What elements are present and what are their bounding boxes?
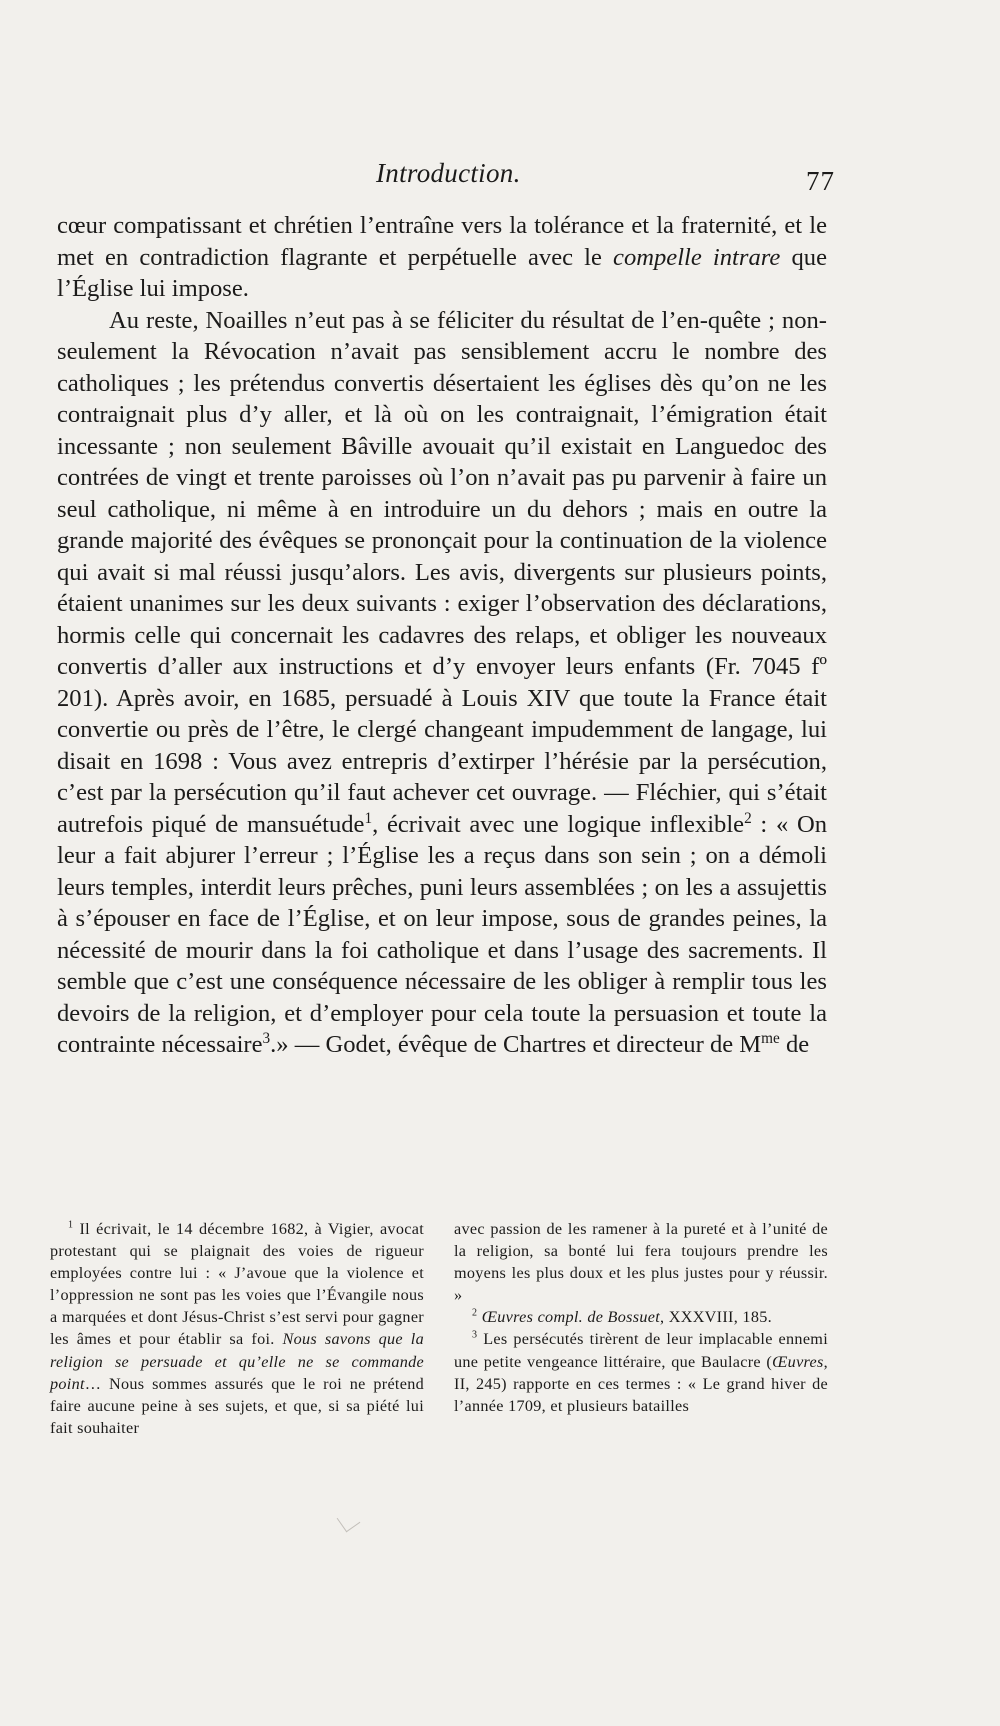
page-number: 77 [806,166,835,196]
text-run: Au reste, Noailles n’eut pas à se féliciter du résultat de l’en-quête ; non-seulement la Révocation n’avait pas sensiblement accru le nombre des catholiques ; les prétendus convertis désertaient les églises dès qu’on ne les contraignait plus d’y aller, et là où on les contraignait, l’émigration était incessante ; non seulement Bâville avouait qu’il existait en Languedoc des contrées de vingt et trente paroisses où l’on n’avait pas pu parvenir à faire un seul catholique, ni même à en introduire un du dehors ; mais en outre la grande majorité des évêques se prononçait pour la continuation de la violence qui avait si mal réussi jusqu’alors. Les avis, divergents sur plusieurs points, étaient unanimes sur les deux suivants : exiger l’observation des déclarations, hormis celle qui concernait les cadavres des relaps, et obliger les nouveaux convertis d’aller aux instructions et d’y envoyer leurs enfants (Fr. 7045 fº 201). Après avoir, en 1685, persuadé à Louis XIV que toute la France était convertie ou près de l’être, le clergé changeant impudemment de langage, lui disait en 1698 : Vous avez entrepris d’extirper l’hérésie par la persécution, c’est par la persécution qu’il faut achever cet ouvrage. — Fléchier, qui s’était autrefois piqué de mansuétude [57,306,827,838]
text-run: de [779,1031,810,1058]
footnote-ref: 3 [262,1029,271,1047]
footnote-2 [454,1306,828,1328]
footnote-number: 1 [68,1219,74,1231]
paragraph [57,305,827,1061]
paragraph [57,210,827,305]
footnote-ref: 1 [364,809,373,827]
text-run: … Nous sommes assurés que le roi ne prétend faire aucune peine à ses sujets, et que, si sa piété lui fait souhaiter [50,1374,424,1437]
footnote-column-right [454,1218,828,1439]
title-abbrev: me [761,1029,780,1047]
latin-phrase: compelle intrare [613,243,781,271]
text-run: .» — Godet, évêque de Chartres et directeur de M [270,1031,762,1058]
footnote-1-continued: avec passion de les ramener à la pureté et à l’unité de la religion, sa bonté lui fera toujours prendre les moyens les plus doux et les plus justes pour y réussir. » [454,1220,828,1305]
text-run: Les persécutés tirèrent de leur implacable ennemi une petite vengeance littéraire, que Baulacre ( [454,1330,828,1371]
text-run: , XXXVIII, 185. [660,1308,772,1327]
text-run: Il écrivait, le 14 décembre 1682, à Vigier, avocat protestant qui se plaignait des voies de rigueur employées contre lui : « J’avoue que la violence et l’oppression ne sont pas les voies que l’Évangile nous a marquées et dont Jésus-Christ s’est servi pour gagner les âmes et pour établir sa foi. [50,1220,424,1349]
text-run: : « On leur a fait abjurer l’erreur ; l’Église les a reçus dans son sein ; on a démoli leurs temples, interdit leurs prêches, puni leurs assemblées ; on les a assujettis à s’épouser en face de l’Église, et on leur impose, sous de grandes peines, la nécessité de mourir dans la foi catholique et dans l’usage des sacrements. Il semble que c’est une conséquence nécessaire de les obliger à remplir tous les devoirs de la religion, et d’employer pour cela toute la persuasion et toute la contrainte nécessaire [57,810,827,1058]
text-run: que l’Église lui impose. [57,243,827,302]
pencil-mark [337,1509,361,1533]
footnote-number: 2 [472,1307,478,1319]
footnote-3 [454,1328,828,1416]
footnote-1 [50,1218,424,1439]
book-title: Œuvres [772,1352,824,1371]
footnote-ref: 2 [744,809,752,827]
footnotes [50,1218,828,1439]
main-text [57,210,827,1061]
text-run: , écrivait avec une logique inflexible [372,810,745,838]
running-title: Introduction. [376,158,521,188]
quoted-italic: Nous savons que la religion se persuade et qu’elle ne se commande point [50,1330,424,1393]
footnote-column-left [50,1218,424,1439]
book-title: Œuvres compl. de Bossuet [481,1308,661,1327]
text-run: , II, 245) rapporte en ces termes : « Le grand hiver de l’année 1709, et plusieurs batailles [454,1352,828,1415]
footnote-number: 3 [472,1330,478,1342]
text-run: cœur compatissant et chrétien l’entraîne vers la tolérance et la fraternité, et le met en contradiction flagrante et perpétuelle avec le [57,212,827,271]
